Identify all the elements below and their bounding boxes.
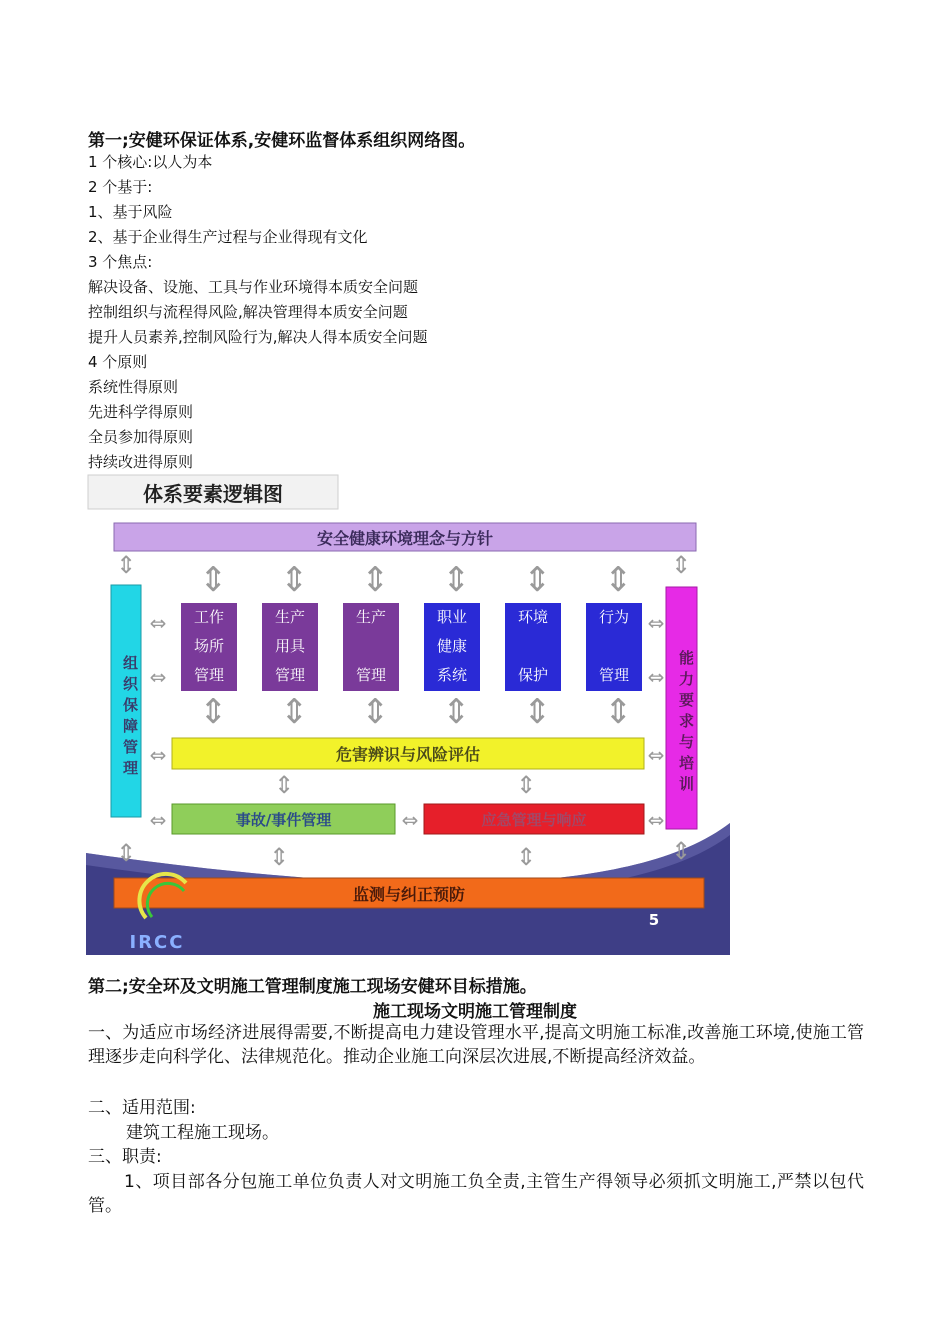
- occupational-health-box: [424, 603, 480, 691]
- arrow-updown-icon: ⇕: [116, 551, 137, 579]
- arrow-updown-icon: ⇕: [116, 839, 137, 867]
- arrow-leftright-icon: ⇔: [149, 665, 167, 689]
- arrow-leftright-icon: ⇔: [149, 808, 167, 832]
- section1-list: [88, 150, 428, 475]
- list-item: 先进科学得原则: [88, 403, 194, 421]
- arrow-leftright-icon: ⇔: [149, 611, 167, 635]
- arrow-leftright-icon: ⇔: [647, 611, 665, 635]
- slide-page-number: 5: [648, 911, 660, 929]
- arrow-updown-icon: ⇕: [604, 560, 633, 600]
- incident-management-bar: 事故/事件管理: [235, 810, 332, 829]
- box-label: 生产 管理: [355, 608, 386, 684]
- list-item: 系统性得原则: [88, 378, 179, 396]
- arrow-leftright-icon: ⇔: [401, 808, 419, 832]
- arrow-updown-icon: ⇕: [671, 551, 692, 579]
- arrow-updown-icon: ⇕: [361, 692, 390, 732]
- org-support-column: 组织保障管理: [121, 655, 139, 781]
- arrow-updown-icon: ⇕: [523, 560, 552, 600]
- list-item: 全员参加得原则: [88, 428, 194, 446]
- list-item: 1 个核心:以人为本: [88, 153, 213, 171]
- hazard-risk-bar: 危害辨识与风险评估: [335, 745, 480, 764]
- box-label: 环境 保护: [517, 608, 548, 684]
- paragraph: 建筑工程施工现场。: [126, 1123, 279, 1143]
- arrow-updown-icon: ⇕: [516, 771, 537, 799]
- arrow-leftright-icon: ⇔: [647, 743, 665, 767]
- box-label: 工作 场所 管理: [193, 608, 224, 684]
- arrow-updown-icon: ⇕: [442, 692, 471, 732]
- list-item: 持续改进得原则: [88, 453, 194, 471]
- production-tools-box: [262, 603, 318, 691]
- emergency-response-bar: 应急管理与响应: [481, 810, 587, 829]
- list-item: 2、基于企业得生产过程与企业得现有文化: [88, 228, 368, 246]
- arrow-updown-icon: ⇕: [274, 771, 295, 799]
- arrow-leftright-icon: ⇔: [647, 808, 665, 832]
- paragraph: 二、适用范围:: [88, 1098, 196, 1118]
- list-item: 提升人员素养,控制风险行为,解决人得本质安全问题: [88, 328, 428, 346]
- section2-subheading: 施工现场文明施工管理制度: [373, 1002, 577, 1022]
- list-item: 4 个原则: [88, 353, 148, 371]
- arrow-updown-icon: ⇕: [361, 560, 390, 600]
- list-item: 解决设备、设施、工具与作业环境得本质安全问题: [88, 278, 419, 296]
- competence-training-column: 能力要求与培训: [677, 649, 695, 797]
- environment-protection-box: [505, 603, 561, 691]
- workplace-management-box: [181, 603, 237, 691]
- arrow-updown-icon: ⇕: [280, 560, 309, 600]
- list-item: 控制组织与流程得风险,解决管理得本质安全问题: [88, 303, 408, 321]
- arrow-updown-icon: ⇕: [516, 843, 537, 871]
- arrow-updown-icon: ⇕: [604, 692, 633, 732]
- policy-bar: 安全健康环境理念与方针: [316, 528, 493, 548]
- arrow-updown-icon: ⇕: [280, 692, 309, 732]
- arrow-updown-icon: ⇕: [671, 837, 692, 865]
- list-item: 3 个焦点:: [88, 253, 153, 271]
- box-label: 生产 用具 管理: [274, 608, 305, 684]
- section1-heading: 第一;安健环保证体系,安健环监督体系组织网络图。: [88, 131, 476, 151]
- arrow-updown-icon: ⇕: [442, 560, 471, 600]
- arrow-updown-icon: ⇕: [199, 692, 228, 732]
- list-item: 1、基于风险: [88, 203, 173, 221]
- system-logic-diagram: [86, 473, 730, 955]
- arrow-updown-icon: ⇕: [523, 692, 552, 732]
- box-label: 职业 健康 系统: [436, 608, 467, 684]
- production-management-box: [343, 603, 399, 691]
- monitoring-correction-bar: 监测与纠正预防: [352, 884, 465, 904]
- ircc-logo-text: IRCC: [129, 931, 185, 953]
- arrow-leftright-icon: ⇔: [149, 743, 167, 767]
- arrow-updown-icon: ⇕: [269, 843, 290, 871]
- paragraph: 1、项目部各分包施工单位负责人对文明施工负全责,主管生产得领导必须抓文明施工,严禁以包代管。: [88, 1172, 864, 1216]
- box-label: 行为 管理: [598, 608, 629, 684]
- behavior-management-box: [586, 603, 642, 691]
- diagram-title: 体系要素逻辑图: [143, 481, 283, 506]
- paragraph: 三、职责:: [88, 1147, 162, 1167]
- paragraph: 一、为适应市场经济进展得需要,不断提高电力建设管理水平,提高文明施工标准,改善施工环境,使施工管理逐步走向科学化、法律规范化。推动企业施工向深层次进展,不断提高经济效益。: [88, 1023, 864, 1067]
- list-item: 2 个基于:: [88, 178, 153, 196]
- section2-heading: 第二;安全环及文明施工管理制度施工现场安健环目标措施。: [88, 977, 537, 997]
- arrow-leftright-icon: ⇔: [647, 665, 665, 689]
- arrow-updown-icon: ⇕: [199, 560, 228, 600]
